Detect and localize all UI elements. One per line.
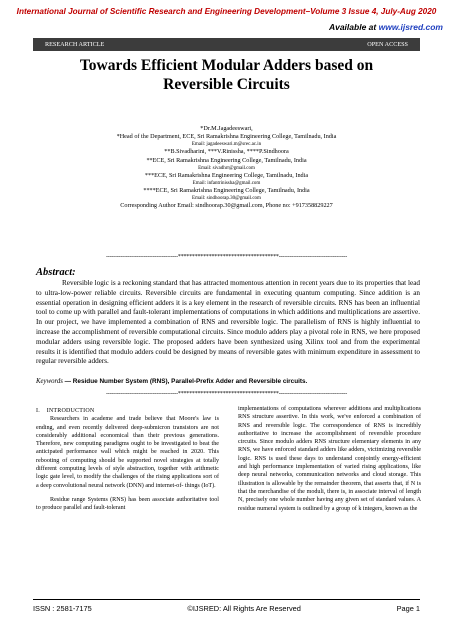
- author-affiliation: *Head of the Department, ECE, Sri Ramakrishna Engineering College, Tamilnadu, India: [116, 133, 337, 141]
- keywords-text: — Residue Number System (RNS), Parallel-Prefix Adder and Reversible circuits.: [64, 378, 308, 385]
- author-email: Email: infantrinissha@gmail.com: [192, 181, 261, 187]
- intro-paragraph: Researchers in academe and trade believe that Moore's law is ending, and even recently delivered deep-submicron transistors are not considerably additional economical than their previous generations. Therefore, new computing paradigms ought to be investigated to beat the anticipated performance wall which might be reached in 2020. This rebooting of computing should be supported novel strategies at totally different computing levels of style abstraction, together with arithmetic logic gate level, to modify the challenges of the rising applications sort of a deep convolutional neural network (DNN) and internet-of- things (IoT).: [36, 416, 219, 489]
- abstract-text: Reversible logic is a reckoning standard that has attracted momentous attention in recent years due to its properties that lead to ultra-low-power reliable circuits. Reversible circuits are fundamental in executing quantum computing. Since addition is an essential operation in designing efficient adders it is a key element in the research of reversible circuits. RNS has been an influential tool to come up with parallel and fault-tolerant implementations of computations in which additions and multiplications are assertive. In our project, we have implemented a combination of RNS and reversible logic. The parallelism of RNS is highly influential to increase the accomplishment of reversible computational circuits. Since modulo adders play a pivotal role in RNS, we here proposed modular adders using reversible logic. The proposed adders have been synthesized using Xilinx tool and from the experimental results it is identified that modulo adders could be designed by means of reversible gates with minimum expenditure in assessment to regular reversible adders.: [36, 279, 420, 366]
- author-name: **B.Sivadharini, ***V.Rinissha, ****P.Sindhoora: [164, 148, 289, 156]
- article-banner: [33, 38, 420, 51]
- title-line: Reversible Circuits: [163, 76, 290, 93]
- author-email: Email: jagadeeswari.m@srec.ac.in: [191, 142, 262, 148]
- footer-divider: [33, 599, 420, 600]
- intro-paragraph: Residue range Systems (RNS) has been associate authoritative tool to produce parallel and fault-tolerant: [36, 496, 219, 512]
- keywords-label: Keywords: [36, 378, 63, 385]
- author-affiliation: ***ECE, Sri Ramakrishna Engineering College, Tamilnadu, India: [144, 171, 309, 179]
- available-prefix: Available at: [328, 22, 377, 32]
- right-column: [238, 405, 421, 513]
- access-type: OPEN ACCESS: [367, 41, 408, 48]
- author-email: Email: sivadhrr@gmail.com: [198, 165, 255, 171]
- author-email: Email: sindhoorap.30@gmail.com: [192, 196, 261, 202]
- author-affiliation: ****ECE, Sri Ramakrishna Engineering College, Tamilnadu, India: [143, 187, 310, 195]
- issn: ISSN : 2581-7175: [33, 604, 92, 613]
- abstract-heading: Abstract:: [36, 267, 76, 278]
- separator-line: ----------------------------------------************************************--------------------------------------: [105, 391, 348, 397]
- body-paragraph: implementations of computations wherever additions and multiplications RNS structure assertive. In this work, we've enforced a combination of RNS and reversible logic. The correspondence of RNS is incredibly authoritative to increase the accomplishment of reversible procedure circuits. Since modulo adders RNS structure elementary elements in any RNS, we have enforced standard adders like adders, victimizing reversible logic. RNS is used these days to understand conjointly energy-efficient and high performance implementation of varied rising applications, like deep neural networks, communication networks and cloud storage. This illustration is allowable by the remainder theorem, that asserts that, if N is that the merchandise of the moduli, there is, in associate interval of length N, precisely one whole number having any given set of standard values. A residue numeral system is outlined by a group of k integers, known as the: [238, 406, 421, 512]
- separator-line: ----------------------------------------************************************--------------------------------------: [105, 254, 348, 260]
- page-number: Page 1: [396, 604, 420, 613]
- copyright: ©IJSRED: All Rights Are Reserved: [187, 604, 301, 613]
- corresponding-author: Corresponding Author Email: sindhoorap.30@gmail.com, Phone no: +917358829227: [120, 202, 333, 210]
- page-footer: [33, 604, 420, 613]
- journal-url-link[interactable]: www.ijsred.com: [378, 22, 443, 32]
- author-block: [20, 125, 433, 210]
- section-heading: I. INTRODUCTION: [36, 408, 95, 414]
- title-line: Towards Efficient Modular Adders based on: [79, 57, 374, 74]
- article-type: RESEARCH ARTICLE: [45, 41, 105, 48]
- left-column: [36, 407, 219, 513]
- author-name: *Dr.M.Jagadeeswari,: [200, 125, 253, 132]
- author-affiliation: **ECE, Sri Ramakrishna Engineering College, Tamilnadu, India: [146, 156, 307, 164]
- paper-title: [20, 56, 433, 94]
- journal-header: International Journal of Scientific Research and Engineering Development–Volume 3 Issue 4, July-Aug 2020: [16, 7, 437, 16]
- availability-line: [329, 22, 443, 32]
- keywords-line: [36, 378, 426, 385]
